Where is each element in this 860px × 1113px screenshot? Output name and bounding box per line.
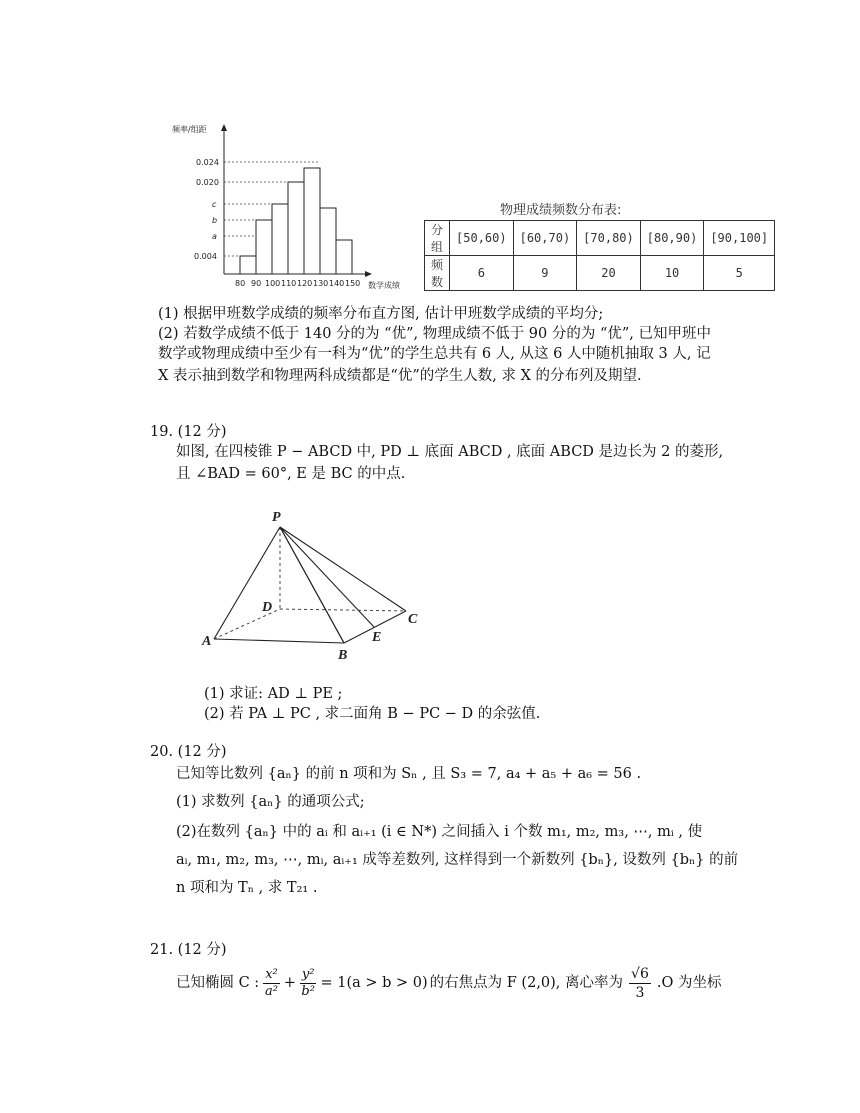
table-cell: 6 bbox=[450, 256, 514, 291]
q21-mid-text: 的右焦点为 F (2,0), 离心率为 bbox=[429, 975, 624, 991]
ytick-c: c bbox=[212, 200, 217, 209]
bar-100-110 bbox=[272, 204, 288, 274]
ytick-0004: 0.004 bbox=[194, 252, 217, 261]
ellipse-condition: = 1(a > b > 0) bbox=[320, 975, 428, 991]
table-count-label: 频数 bbox=[425, 256, 450, 291]
q20-header: 20. (12 分) bbox=[150, 744, 227, 760]
table-cell: [60,70) bbox=[513, 221, 577, 256]
vertex-label-d: D bbox=[262, 600, 273, 615]
fraction-y2-b2 bbox=[300, 967, 317, 1000]
fraction-numerator: y² bbox=[301, 966, 315, 982]
vertex-label-p: P bbox=[272, 510, 281, 525]
histogram-xlabel: 数学成绩 bbox=[368, 281, 400, 290]
xtick-130: 130 bbox=[313, 279, 329, 288]
bar-90-100 bbox=[256, 220, 272, 274]
q20-part2-line1: (2)在数列 {aₙ} 中的 aᵢ 和 aᵢ₊₁ (i ∈ N*) 之间插入 i 个数 m₁, m₂, m₃, ⋯, mᵢ , 使 bbox=[176, 824, 703, 840]
q19-part2: (2) 若 PA ⊥ PC , 求二面角 B − PC − D 的余弦值. bbox=[204, 706, 541, 722]
ytick-a: a bbox=[212, 232, 217, 241]
bar-140-150 bbox=[336, 240, 352, 274]
xtick-120: 120 bbox=[297, 279, 313, 288]
vertex-label-e: E bbox=[372, 630, 382, 645]
fraction-denominator: b² bbox=[301, 983, 315, 999]
table-header-label: 分组 bbox=[425, 221, 450, 256]
q19-line2: 且 ∠BAD = 60°, E 是 BC 的中点. bbox=[176, 466, 406, 482]
q18-part2-line2: 数学或物理成绩中至少有一科为“优”的学生总共有 6 人, 从这 6 人中随机抽取 3 人, 记 bbox=[158, 346, 711, 362]
fraction-x2-a2 bbox=[263, 967, 280, 1000]
xtick-140: 140 bbox=[329, 279, 345, 288]
table-cell: 5 bbox=[704, 256, 775, 291]
table-cell: 9 bbox=[513, 256, 577, 291]
table-cell: [80,90) bbox=[640, 221, 704, 256]
vertex-label-a: A bbox=[202, 634, 212, 649]
q19-part1: (1) 求证: AD ⊥ PE ; bbox=[204, 686, 343, 702]
table-cell: 10 bbox=[640, 256, 704, 291]
table-cell: [90,100] bbox=[704, 221, 775, 256]
fraction-numerator: √6 bbox=[631, 965, 649, 982]
q18-part2-line1: (2) 若数学成绩不低于 140 分的为 “优”, 物理成绩不低于 90 分的为 “优”, 已知甲班中 bbox=[158, 326, 712, 342]
xtick-90: 90 bbox=[251, 279, 262, 288]
table-cell: [50,60) bbox=[450, 221, 514, 256]
physics-frequency-table bbox=[424, 220, 775, 291]
pyramid-figure bbox=[200, 505, 440, 665]
vertex-label-c: C bbox=[408, 612, 418, 627]
plus-sign: + bbox=[283, 975, 296, 991]
table-row bbox=[425, 221, 775, 256]
q18-part2-line3: X 表示抽到数学和物理两科成绩都是“优”的学生人数, 求 X 的分布列及期望. bbox=[158, 368, 642, 384]
bar-110-120 bbox=[288, 182, 304, 274]
fraction-numerator: x² bbox=[265, 966, 278, 982]
xtick-80: 80 bbox=[235, 279, 246, 288]
ytick-0024: 0.024 bbox=[196, 158, 219, 167]
q20-part2-line3: n 项和为 Tₙ , 求 T₂₁ . bbox=[176, 880, 318, 896]
q19-line1: 如图, 在四棱锥 P − ABCD 中, PD ⊥ 底面 ABCD , 底面 ABCD 是边长为 2 的菱形, bbox=[176, 444, 724, 460]
q21-header: 21. (12 分) bbox=[150, 942, 227, 958]
q21-line1 bbox=[176, 960, 721, 1006]
fraction-denominator: a² bbox=[264, 983, 278, 999]
q20-part1: (1) 求数列 {aₙ} 的通项公式; bbox=[176, 794, 365, 810]
xtick-150: 150 bbox=[345, 279, 361, 288]
table-row bbox=[425, 256, 775, 291]
math-score-histogram bbox=[168, 118, 408, 298]
histogram-ylabel: 频率/组距 bbox=[172, 125, 207, 134]
bar-80-90 bbox=[240, 256, 256, 274]
bar-130-140 bbox=[320, 208, 336, 274]
fraction-eccentricity bbox=[629, 965, 651, 1002]
fraction-denominator: 3 bbox=[635, 984, 645, 1001]
q21-prefix: 已知椭圆 C : bbox=[176, 975, 260, 991]
physics-table-title: 物理成绩频数分布表: bbox=[500, 203, 622, 218]
q21-tail: .O 为坐标 bbox=[656, 975, 722, 991]
q19-header: 19. (12 分) bbox=[150, 424, 227, 440]
xtick-100: 100 bbox=[265, 279, 281, 288]
vertex-label-b: B bbox=[338, 648, 348, 663]
table-cell: 20 bbox=[577, 256, 641, 291]
q20-line1: 已知等比数列 {aₙ} 的前 n 项和为 Sₙ , 且 S₃ = 7, a₄ + a₅ + a₆ = 56 . bbox=[176, 766, 642, 782]
ytick-0020: 0.020 bbox=[196, 178, 219, 187]
bar-120-130 bbox=[304, 168, 320, 274]
xtick-110: 110 bbox=[281, 279, 297, 288]
q18-part1: (1) 根据甲班数学成绩的频率分布直方图, 估计甲班数学成绩的平均分; bbox=[158, 306, 604, 322]
q20-part2-line2: aᵢ, m₁, m₂, m₃, ⋯, mᵢ, aᵢ₊₁ 成等差数列, 这样得到一个新数列 {bₙ}, 设数列 {bₙ} 的前 bbox=[176, 852, 739, 868]
ytick-b: b bbox=[212, 216, 218, 225]
table-cell: [70,80) bbox=[577, 221, 641, 256]
